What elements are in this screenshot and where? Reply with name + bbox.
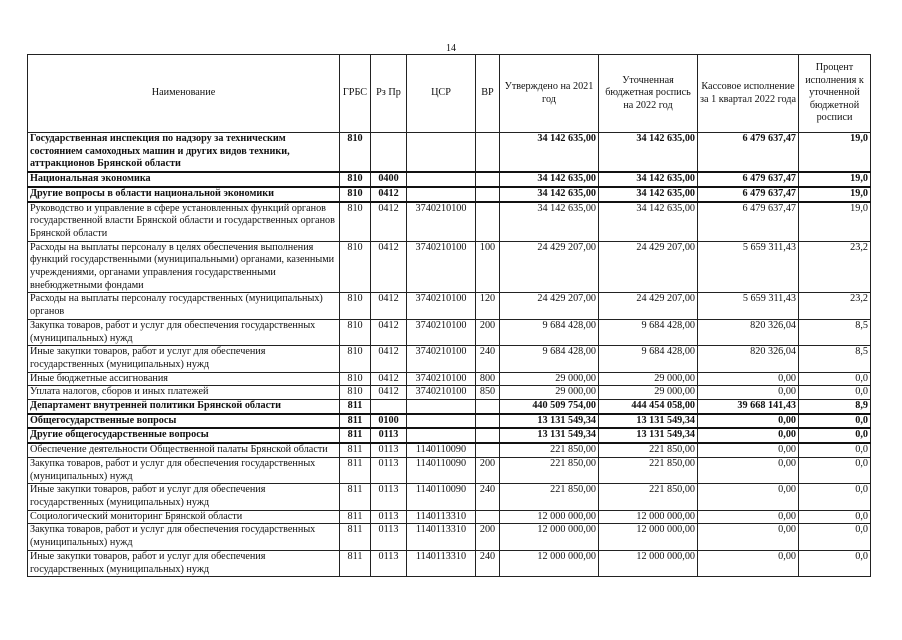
row-percent: 19,0 xyxy=(799,202,871,242)
row-approved: 12 000 000,00 xyxy=(500,550,599,576)
row-name: Другие общегосударственные вопросы xyxy=(28,428,340,443)
table-row xyxy=(28,484,871,510)
row-name: Государственная инспекция по надзору за техническим состоянием самоходных машин и других видов техники, аттракционов Брянской области xyxy=(28,133,340,173)
row-refined: 34 142 635,00 xyxy=(599,172,698,187)
row-percent: 0,0 xyxy=(799,484,871,510)
row-csr xyxy=(407,428,476,443)
header-percent: Процент исполнения к уточненной бюджетной росписи xyxy=(799,55,871,133)
row-vr xyxy=(476,133,500,173)
row-rzpr: 0113 xyxy=(371,550,407,576)
header-grbs: ГРБС xyxy=(340,55,371,133)
row-cash: 39 668 141,43 xyxy=(698,400,799,414)
row-percent: 0,0 xyxy=(799,524,871,550)
row-csr: 3740210100 xyxy=(407,319,476,345)
row-rzpr xyxy=(371,400,407,414)
header-refined: Уточненная бюджетная роспись на 2022 год xyxy=(599,55,698,133)
row-name: Департамент внутренней политики Брянской области xyxy=(28,400,340,414)
row-name: Социологический мониторинг Брянской области xyxy=(28,510,340,524)
row-refined: 221 850,00 xyxy=(599,484,698,510)
row-approved: 221 850,00 xyxy=(500,457,599,483)
table-row xyxy=(28,550,871,576)
row-vr: 120 xyxy=(476,293,500,319)
row-approved: 9 684 428,00 xyxy=(500,346,599,372)
table-row xyxy=(28,241,871,293)
row-name: Национальная экономика xyxy=(28,172,340,187)
row-name: Иные бюджетные ассигнования xyxy=(28,372,340,386)
row-rzpr: 0412 xyxy=(371,372,407,386)
row-rzpr: 0113 xyxy=(371,484,407,510)
table-header-row xyxy=(28,55,871,133)
row-cash: 0,00 xyxy=(698,524,799,550)
table-row xyxy=(28,293,871,319)
row-refined: 221 850,00 xyxy=(599,457,698,483)
row-cash: 0,00 xyxy=(698,484,799,510)
table-row xyxy=(28,133,871,173)
row-refined: 34 142 635,00 xyxy=(599,202,698,242)
row-refined: 24 429 207,00 xyxy=(599,241,698,293)
row-rzpr: 0113 xyxy=(371,524,407,550)
row-approved: 221 850,00 xyxy=(500,443,599,457)
row-rzpr: 0113 xyxy=(371,457,407,483)
row-refined: 24 429 207,00 xyxy=(599,293,698,319)
row-cash: 0,00 xyxy=(698,510,799,524)
table-body xyxy=(28,133,871,577)
row-csr: 3740210100 xyxy=(407,293,476,319)
row-rzpr: 0412 xyxy=(371,187,407,202)
row-refined: 221 850,00 xyxy=(599,443,698,457)
row-cash: 0,00 xyxy=(698,457,799,483)
row-rzpr: 0412 xyxy=(371,319,407,345)
row-grbs: 810 xyxy=(340,202,371,242)
row-name: Уплата налогов, сборов и иных платежей xyxy=(28,386,340,400)
row-cash: 0,00 xyxy=(698,443,799,457)
row-name: Закупка товаров, работ и услуг для обеспечения государственных (муниципальных) нужд xyxy=(28,319,340,345)
row-approved: 34 142 635,00 xyxy=(500,187,599,202)
row-percent: 0,0 xyxy=(799,457,871,483)
row-percent: 8,9 xyxy=(799,400,871,414)
row-approved: 9 684 428,00 xyxy=(500,319,599,345)
row-percent: 0,0 xyxy=(799,550,871,576)
table-row xyxy=(28,443,871,457)
row-grbs: 810 xyxy=(340,133,371,173)
row-percent: 19,0 xyxy=(799,172,871,187)
row-cash: 0,00 xyxy=(698,414,799,429)
row-csr: 1140110090 xyxy=(407,484,476,510)
row-rzpr: 0412 xyxy=(371,293,407,319)
table-row xyxy=(28,510,871,524)
row-cash: 820 326,04 xyxy=(698,319,799,345)
row-refined: 9 684 428,00 xyxy=(599,319,698,345)
table-row xyxy=(28,524,871,550)
header-csr: ЦСР xyxy=(407,55,476,133)
row-name: Иные закупки товаров, работ и услуг для обеспечения государственных (муниципальных) нужд xyxy=(28,550,340,576)
row-csr: 1140113310 xyxy=(407,510,476,524)
row-cash: 0,00 xyxy=(698,550,799,576)
table-row xyxy=(28,187,871,202)
row-approved: 12 000 000,00 xyxy=(500,524,599,550)
row-approved: 440 509 754,00 xyxy=(500,400,599,414)
row-grbs: 811 xyxy=(340,524,371,550)
row-vr: 200 xyxy=(476,319,500,345)
row-csr xyxy=(407,414,476,429)
row-csr: 3740210100 xyxy=(407,202,476,242)
row-cash: 5 659 311,43 xyxy=(698,293,799,319)
row-vr xyxy=(476,510,500,524)
row-name: Иные закупки товаров, работ и услуг для обеспечения государственных (муниципальных) нужд xyxy=(28,484,340,510)
row-vr xyxy=(476,443,500,457)
row-name: Расходы на выплаты персоналу в целях обеспечения выполнения функций государственными (муниципальными) органами, казенными учреждениями, органами управления государственными внебюджетными фондами xyxy=(28,241,340,293)
row-cash: 0,00 xyxy=(698,372,799,386)
row-rzpr: 0412 xyxy=(371,241,407,293)
row-approved: 29 000,00 xyxy=(500,386,599,400)
row-refined: 9 684 428,00 xyxy=(599,346,698,372)
row-refined: 34 142 635,00 xyxy=(599,187,698,202)
row-vr: 240 xyxy=(476,550,500,576)
row-grbs: 810 xyxy=(340,293,371,319)
row-refined: 13 131 549,34 xyxy=(599,428,698,443)
row-percent: 19,0 xyxy=(799,133,871,173)
row-grbs: 810 xyxy=(340,372,371,386)
row-rzpr: 0113 xyxy=(371,510,407,524)
row-csr: 3740210100 xyxy=(407,241,476,293)
row-refined: 444 454 058,00 xyxy=(599,400,698,414)
header-rzpr: Рз Пр xyxy=(371,55,407,133)
row-grbs: 811 xyxy=(340,510,371,524)
row-vr: 240 xyxy=(476,484,500,510)
row-vr: 850 xyxy=(476,386,500,400)
table-row xyxy=(28,414,871,429)
header-cash: Кассовое исполнение за 1 квартал 2022 года xyxy=(698,55,799,133)
row-percent: 0,0 xyxy=(799,372,871,386)
row-rzpr: 0400 xyxy=(371,172,407,187)
row-name: Закупка товаров, работ и услуг для обеспечения государственных (муниципальных) нужд xyxy=(28,457,340,483)
row-vr: 800 xyxy=(476,372,500,386)
table-row xyxy=(28,172,871,187)
row-cash: 0,00 xyxy=(698,428,799,443)
row-rzpr xyxy=(371,133,407,173)
row-approved: 13 131 549,34 xyxy=(500,428,599,443)
header-name: Наименование xyxy=(28,55,340,133)
row-percent: 8,5 xyxy=(799,319,871,345)
row-percent: 23,2 xyxy=(799,241,871,293)
row-name: Общегосударственные вопросы xyxy=(28,414,340,429)
row-grbs: 811 xyxy=(340,550,371,576)
table-row xyxy=(28,372,871,386)
row-percent: 0,0 xyxy=(799,414,871,429)
table-row xyxy=(28,428,871,443)
row-approved: 12 000 000,00 xyxy=(500,510,599,524)
row-name: Закупка товаров, работ и услуг для обеспечения государственных (муниципальных) нужд xyxy=(28,524,340,550)
row-cash: 0,00 xyxy=(698,386,799,400)
row-cash: 6 479 637,47 xyxy=(698,187,799,202)
row-percent: 23,2 xyxy=(799,293,871,319)
row-refined: 12 000 000,00 xyxy=(599,550,698,576)
table-row xyxy=(28,202,871,242)
row-refined: 13 131 549,34 xyxy=(599,414,698,429)
table-row xyxy=(28,457,871,483)
row-refined: 34 142 635,00 xyxy=(599,133,698,173)
row-name: Обеспечение деятельности Общественной палаты Брянской области xyxy=(28,443,340,457)
row-csr: 1140110090 xyxy=(407,443,476,457)
row-rzpr: 0100 xyxy=(371,414,407,429)
row-approved: 29 000,00 xyxy=(500,372,599,386)
table-row xyxy=(28,319,871,345)
row-vr: 200 xyxy=(476,457,500,483)
row-name: Руководство и управление в сфере установленных функций органов государственной власти Брянской области и государственных органов Брянской области xyxy=(28,202,340,242)
row-percent: 19,0 xyxy=(799,187,871,202)
row-approved: 24 429 207,00 xyxy=(500,241,599,293)
row-grbs: 811 xyxy=(340,400,371,414)
row-vr xyxy=(476,202,500,242)
row-grbs: 811 xyxy=(340,484,371,510)
page-number: 14 xyxy=(446,43,456,54)
row-cash: 5 659 311,43 xyxy=(698,241,799,293)
row-csr: 1140113310 xyxy=(407,550,476,576)
row-approved: 24 429 207,00 xyxy=(500,293,599,319)
row-grbs: 810 xyxy=(340,386,371,400)
row-grbs: 810 xyxy=(340,346,371,372)
row-percent: 8,5 xyxy=(799,346,871,372)
row-csr: 3740210100 xyxy=(407,372,476,386)
row-percent: 0,0 xyxy=(799,428,871,443)
row-vr: 100 xyxy=(476,241,500,293)
row-approved: 34 142 635,00 xyxy=(500,133,599,173)
row-csr xyxy=(407,133,476,173)
row-name: Расходы на выплаты персоналу государственных (муниципальных) органов xyxy=(28,293,340,319)
row-rzpr: 0113 xyxy=(371,428,407,443)
table-row xyxy=(28,400,871,414)
row-csr: 3740210100 xyxy=(407,386,476,400)
row-rzpr: 0113 xyxy=(371,443,407,457)
header-approved: Утверждено на 2021 год xyxy=(500,55,599,133)
row-grbs: 811 xyxy=(340,414,371,429)
row-vr xyxy=(476,428,500,443)
row-vr xyxy=(476,400,500,414)
row-rzpr: 0412 xyxy=(371,386,407,400)
row-vr xyxy=(476,187,500,202)
row-csr: 1140110090 xyxy=(407,457,476,483)
row-approved: 221 850,00 xyxy=(500,484,599,510)
row-vr: 200 xyxy=(476,524,500,550)
row-refined: 12 000 000,00 xyxy=(599,510,698,524)
row-csr: 3740210100 xyxy=(407,346,476,372)
row-refined: 29 000,00 xyxy=(599,386,698,400)
row-csr: 1140113310 xyxy=(407,524,476,550)
row-grbs: 811 xyxy=(340,428,371,443)
row-vr xyxy=(476,172,500,187)
table-row xyxy=(28,346,871,372)
row-csr xyxy=(407,400,476,414)
row-name: Другие вопросы в области национальной экономики xyxy=(28,187,340,202)
budget-table xyxy=(27,54,871,577)
row-refined: 12 000 000,00 xyxy=(599,524,698,550)
row-grbs: 810 xyxy=(340,172,371,187)
header-vr: ВР xyxy=(476,55,500,133)
row-rzpr: 0412 xyxy=(371,346,407,372)
row-csr xyxy=(407,187,476,202)
row-csr xyxy=(407,172,476,187)
row-grbs: 811 xyxy=(340,457,371,483)
row-grbs: 810 xyxy=(340,241,371,293)
row-percent: 0,0 xyxy=(799,510,871,524)
row-approved: 34 142 635,00 xyxy=(500,202,599,242)
row-cash: 6 479 637,47 xyxy=(698,202,799,242)
row-cash: 820 326,04 xyxy=(698,346,799,372)
table-row xyxy=(28,386,871,400)
row-cash: 6 479 637,47 xyxy=(698,133,799,173)
row-approved: 13 131 549,34 xyxy=(500,414,599,429)
row-grbs: 810 xyxy=(340,187,371,202)
row-percent: 0,0 xyxy=(799,386,871,400)
row-name: Иные закупки товаров, работ и услуг для обеспечения государственных (муниципальных) нужд xyxy=(28,346,340,372)
row-cash: 6 479 637,47 xyxy=(698,172,799,187)
row-vr xyxy=(476,414,500,429)
row-grbs: 811 xyxy=(340,443,371,457)
row-grbs: 810 xyxy=(340,319,371,345)
row-approved: 34 142 635,00 xyxy=(500,172,599,187)
row-refined: 29 000,00 xyxy=(599,372,698,386)
row-vr: 240 xyxy=(476,346,500,372)
row-rzpr: 0412 xyxy=(371,202,407,242)
row-percent: 0,0 xyxy=(799,443,871,457)
